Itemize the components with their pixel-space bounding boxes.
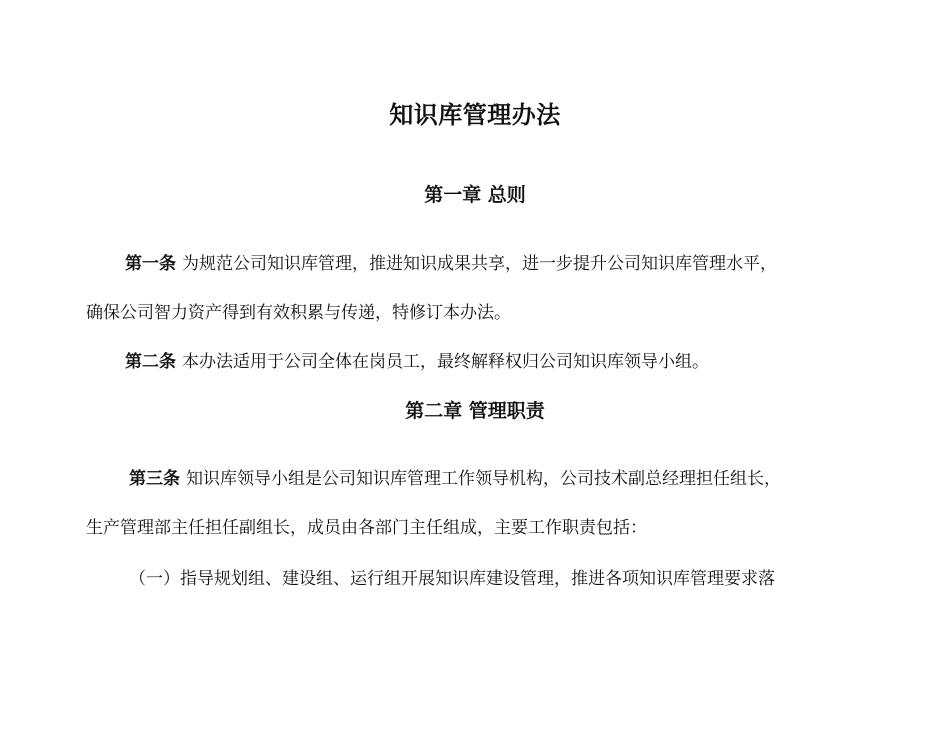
article-2-line-1 — [86, 349, 915, 375]
article-1-line-1 — [86, 251, 915, 277]
document-title: 知识库管理办法 — [389, 101, 561, 129]
chapter-1-heading: 第一章 总则 — [424, 184, 526, 206]
article-3-line-1 — [86, 466, 919, 492]
chapter-2-heading: 第二章 管理职责 — [405, 400, 545, 422]
clause-1-line: （一）指导规划组、建设组、运行组开展知识库建设管理，推进各项知识库管理要求落 — [129, 569, 775, 589]
article-3-line-2: 生产管理部主任担任副组长，成员由各部门主任组成，主要工作职责包括： — [86, 518, 647, 538]
article-2-label: 第二条 — [125, 352, 176, 372]
article-1-line-2: 确保公司智力资产得到有效积累与传递，特修订本办法。 — [86, 303, 511, 323]
article-3-label: 第三条 — [129, 469, 180, 489]
article-2-text-1: 本办法适用于公司全体在岗员工，最终解释权归公司知识库领导小组。 — [182, 352, 709, 372]
article-3-text-1: 知识库领导小组是公司知识库管理工作领导机构，公司技术副总经理担任组长， — [186, 469, 781, 489]
article-1-text-1: 为规范公司知识库管理，推进知识成果共享，进一步提升公司知识库管理水平， — [182, 254, 777, 274]
article-1-label: 第一条 — [125, 254, 176, 274]
